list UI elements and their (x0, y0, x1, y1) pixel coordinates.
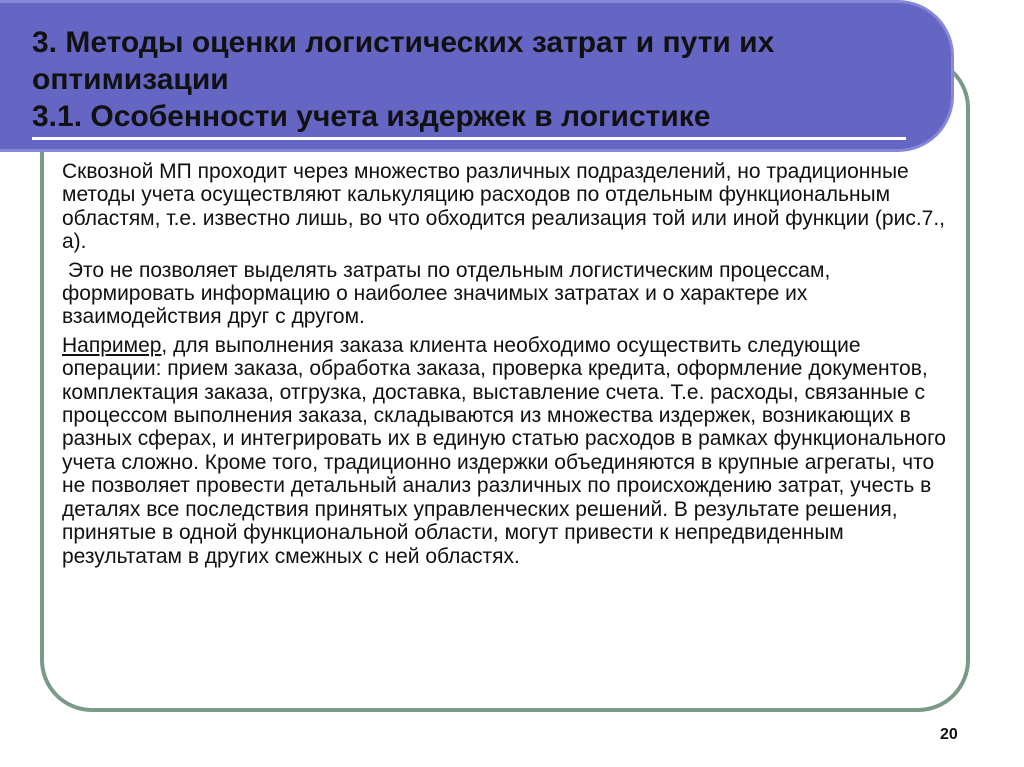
paragraph-3 (62, 334, 957, 568)
paragraph-1: Сквозной МП проходит через множество различных подразделений, но традиционные методы учета осуществляют калькуляцию расходов по отдельным функциональным областям, т.е. известно лишь, во что обходится реализация той или иной функции (рис.7., а). (62, 160, 946, 254)
example-underlined-word: Например (62, 333, 162, 357)
slide-body (62, 160, 957, 573)
page-number: 20 (940, 726, 958, 743)
title-line-3: 3.1. Особенности учета издержек в логистике (32, 98, 906, 140)
title-line-1: 3. Методы оценки логистических затрат и пути их (32, 26, 775, 59)
example-text: , для выполнения заказа клиента необходимо осуществить следующие операции: прием заказа, обработка заказа, проверка кредита, оформление документов, комплектация заказа, отгрузка, доставка, выставление счета. Т.е. расходы, связанные с процессом выполнения заказа, складываются из множества издержек, возникающих в разных сферах, и интегрировать их в единую статью расходов в рамках функционального учета сложно. Кроме того, традиционно издержки объединяются в крупные агрегаты, что не позволяет провести детальный анализ различных по происхождению затрат, учесть в деталях все последствия принятых управленческих решений. В результате решения, принятые в одной функциональной области, могут привести к непредвиденным результатам в других смежных с ней областях. (62, 333, 946, 568)
title-line-2: оптимизации (32, 63, 229, 96)
paragraph-2: Это не позволяет выделять затраты по отдельным логистическим процессам, формировать информацию о наиболее значимых затратах и о характере их взаимодействия друг с другом. (62, 258, 837, 329)
slide-title (32, 24, 912, 140)
